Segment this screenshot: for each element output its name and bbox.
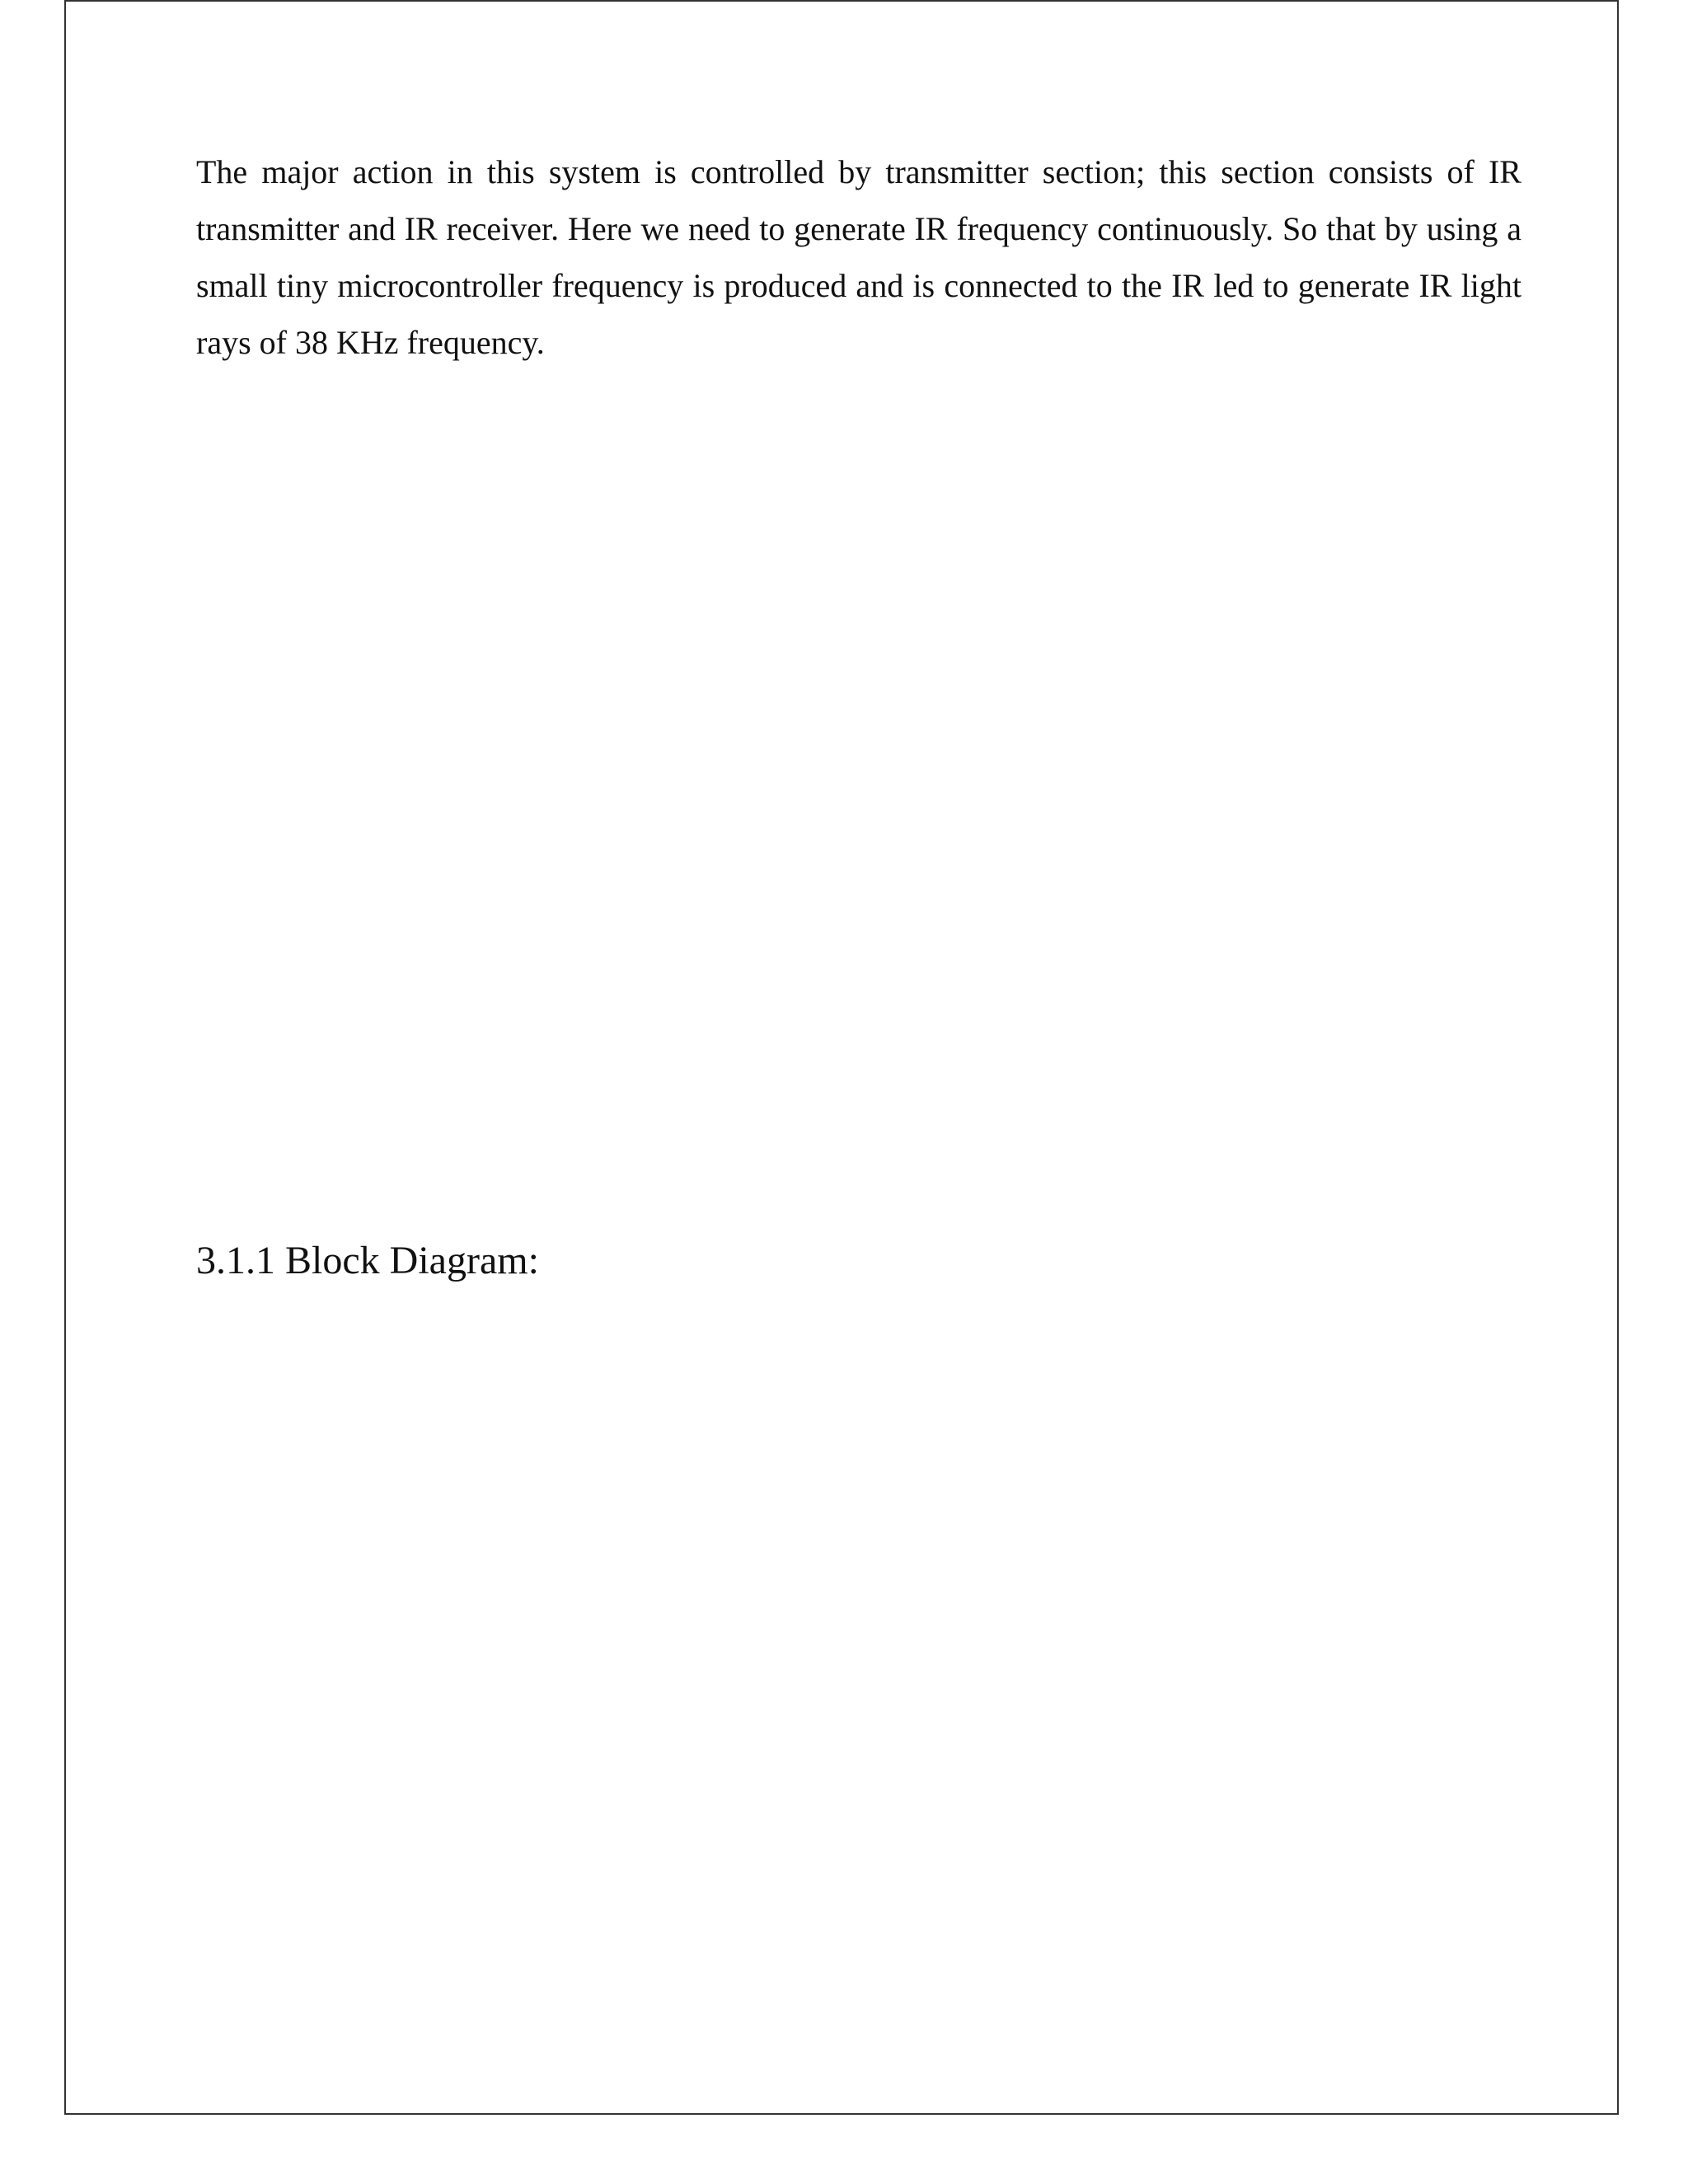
- body-paragraph: The major action in this system is controlled by transmitter section; this section consists of IR transmitter and IR receiver. Here we need to generate IR frequency continuously. So that by using a small tiny microcontroller frequency is produced and is connected to the IR led to generate IR light rays of 38 KHz frequency.: [196, 153, 1522, 361]
- section-heading: 3.1.1 Block Diagram:: [196, 1239, 539, 1282]
